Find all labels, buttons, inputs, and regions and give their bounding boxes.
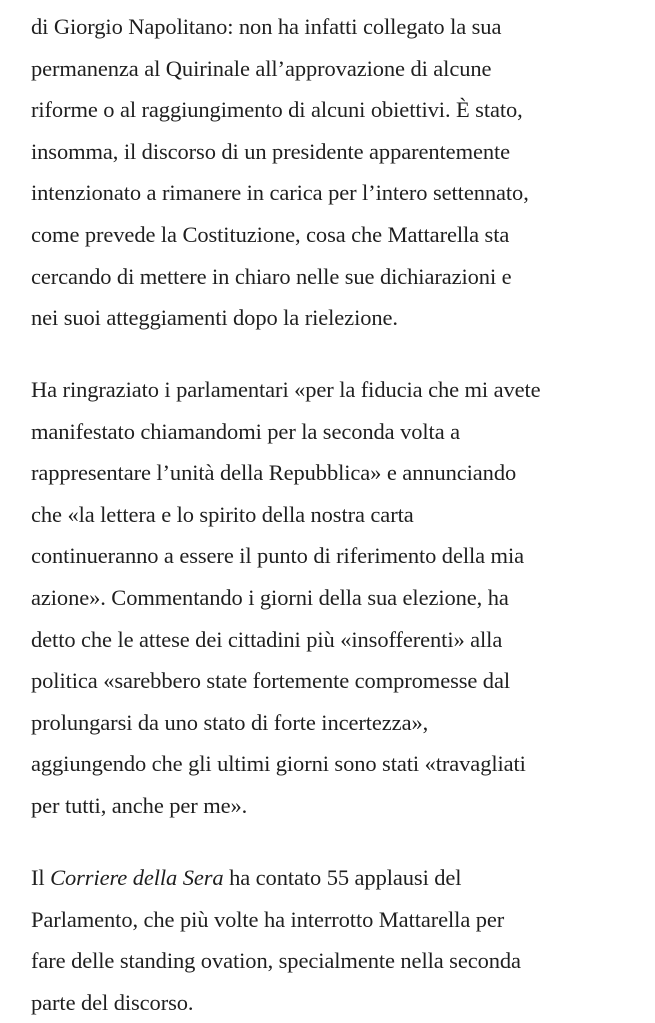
text-line: prolungarsi da uno stato di forte incertezza», <box>31 709 429 735</box>
text-run: ha contato 55 applausi del <box>223 865 462 890</box>
paragraph-3 <box>31 857 521 1023</box>
text-line: permanenza al Quirinale all’approvazione di alcune <box>31 55 492 81</box>
text-line: che «la lettera e lo spirito della nostra carta <box>31 501 414 527</box>
text-line: intenzionato a rimanere in carica per l’intero settennato, <box>31 180 529 206</box>
text-line: fare delle standing ovation, specialmente nella seconda <box>31 948 521 974</box>
paragraph-2 <box>31 369 541 827</box>
text-line: detto che le attese dei cittadini più «insofferenti» alla <box>31 626 503 652</box>
text-line: riforme o al raggiungimento di alcuni obiettivi. È stato, <box>31 97 523 123</box>
newspaper-title: Corriere della Sera <box>50 865 224 890</box>
text-line: insomma, il discorso di un presidente apparentemente <box>31 138 511 164</box>
text-line: manifestato chiamandomi per la seconda volta a <box>31 418 460 444</box>
text-line: azione». Commentando i giorni della sua elezione, ha <box>31 584 509 610</box>
text-line: nei suoi atteggiamenti dopo la rielezione. <box>31 305 398 331</box>
text-run: Il <box>31 865 51 890</box>
text-line: politica «sarebbero state fortemente compromesse dal <box>31 668 510 694</box>
text-line: continueranno a essere il punto di riferimento della mia <box>31 543 524 569</box>
text-line: aggiungendo che gli ultimi giorni sono stati «travagliati <box>31 751 526 777</box>
text-line: rappresentare l’unità della Repubblica» e annunciando <box>31 460 517 486</box>
text-line <box>31 857 521 899</box>
text-line: come prevede la Costituzione, cosa che Mattarella sta <box>31 221 510 247</box>
text-line: parte del discorso. <box>31 989 194 1015</box>
text-line: Ha ringraziato i parlamentari «per la fiducia che mi avete <box>31 377 541 402</box>
text-line: di Giorgio Napolitano: non ha infatti collegato la sua <box>31 14 502 39</box>
text-line: Parlamento, che più volte ha interrotto Mattarella per <box>31 906 505 932</box>
text-line: cercando di mettere in chiaro nelle sue dichiarazioni e <box>31 263 512 289</box>
paragraph-1 <box>31 6 529 339</box>
text-line: per tutti, anche per me». <box>31 792 248 818</box>
